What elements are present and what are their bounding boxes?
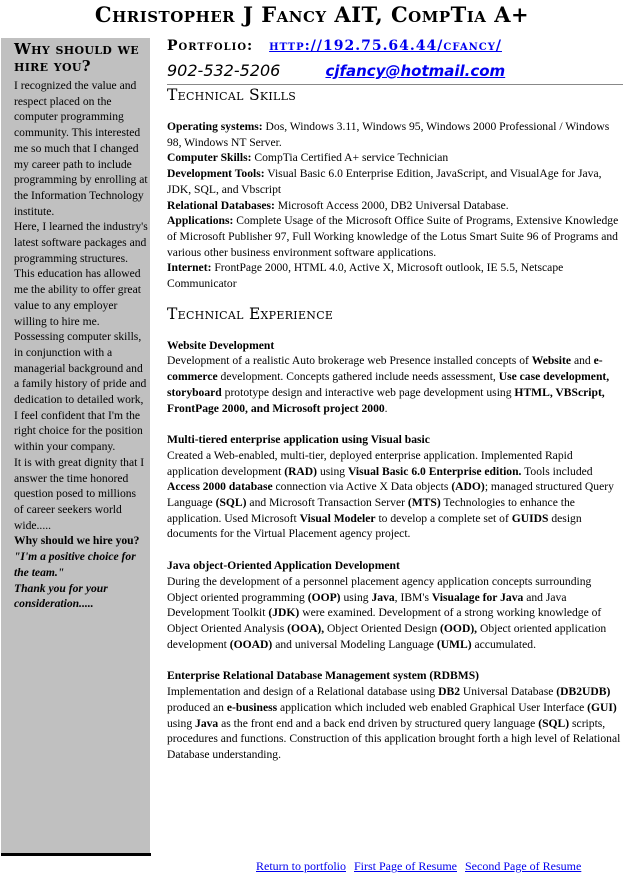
experience-heading: Technical Experience — [167, 304, 334, 323]
bold-run: (ADO) — [451, 480, 485, 494]
text-run: to develop a complete set of — [375, 511, 512, 525]
experience-item — [167, 432, 623, 542]
main-content — [167, 38, 623, 779]
text-run: During the development of a personnel placement agency application concepts surrounding Object oriented programming — [167, 574, 592, 604]
text-run: Object Oriented Design — [324, 621, 441, 635]
bold-run: (SQL) — [215, 496, 247, 510]
experience-title: Enterprise Relational Database Management system (RDBMS) — [167, 669, 480, 683]
phone-number: 902-532-5206 — [167, 61, 281, 80]
footer-links — [256, 859, 586, 874]
bold-run: Java — [371, 590, 395, 604]
skill-item — [167, 119, 623, 150]
experience-title: Website Development — [167, 338, 275, 352]
text-run: , IBM's — [394, 590, 432, 604]
skills-heading: Technical Skills — [167, 86, 297, 104]
bold-run: (GUI) — [587, 700, 617, 714]
return-to-portfolio-link[interactable]: Return to portfolio — [256, 859, 346, 873]
bold-run: Java — [195, 716, 219, 730]
text-run: . — [384, 401, 388, 415]
bold-run: e-commerce — [167, 354, 603, 384]
text-run: Tools included — [521, 464, 593, 478]
skill-text: FrontPage 2000, HTML 4.0, Active X, Microsoft outlook, IE 5.5, Netscape Communicator — [167, 261, 564, 291]
text-run: application which included web enabled Graphical User Interface — [277, 700, 588, 714]
bold-run: Access 2000 database — [167, 480, 273, 494]
text-run: using — [317, 464, 348, 478]
text-run: as the front end and a back end driven by structured query language — [218, 716, 539, 730]
sidebar-answer: "I'm a positive choice for the team." — [14, 550, 136, 579]
sidebar-title: Why should we hire you? — [14, 40, 139, 75]
experience-description — [167, 353, 623, 416]
bold-run: Visualage for Java — [431, 590, 524, 604]
text-run: using — [340, 590, 372, 604]
portfolio-link[interactable]: http://192.75.64.44/cfancy/ — [269, 38, 502, 54]
text-run: Universal Database — [460, 685, 557, 699]
bold-run: e-business — [226, 700, 278, 714]
text-run: accumulated. — [471, 637, 536, 651]
text-run: development. Concepts gathered include needs assessment, — [217, 370, 499, 384]
skill-label: Relational Databases: — [167, 198, 275, 212]
skill-item — [167, 198, 623, 214]
text-run: and — [571, 354, 594, 368]
bold-run: (OOP) — [307, 590, 341, 604]
bold-run: Visual Basic 6.0 Enterprise edition. — [347, 464, 522, 478]
bold-run: (RAD) — [284, 464, 318, 478]
text-run: design documents for the Virtual Placement agency project. — [167, 511, 582, 541]
sidebar-paragraph: It is with great dignity that I answer the time honored question posed to millions of career seekers world wide..... — [14, 455, 145, 532]
skill-label: Computer Skills: — [167, 151, 252, 165]
text-run: prototype design and interactive web page development using — [221, 385, 515, 399]
portfolio-label: Portfolio: — [167, 38, 254, 54]
text-run: Object oriented application development — [167, 621, 607, 651]
bold-run: Visual Modeler — [299, 511, 376, 525]
experience-title: Multi-tiered enterprise application using Visual basic — [167, 433, 430, 447]
sidebar-text — [14, 78, 148, 612]
text-run: scripts, procedures and functions. Construction of this application brought forth a high level of Relational Database understanding. — [167, 716, 621, 761]
bold-run: (OOAD) — [229, 637, 273, 651]
skill-text: CompTia Certified A+ service Technician — [251, 151, 449, 165]
text-run: produced an — [167, 700, 227, 714]
bold-run: (OOA), — [287, 621, 325, 635]
experience-description — [167, 574, 623, 653]
sidebar-divider — [1, 853, 151, 856]
bold-run: (OOD), — [440, 621, 478, 635]
skill-text: Microsoft Access 2000, DB2 Universal Database. — [274, 198, 509, 212]
sidebar — [1, 38, 150, 853]
experience-item — [167, 668, 623, 762]
text-run: Created a Web-enabled, multi-tier, deployed enterprise application. Implemented Rapid application development — [167, 448, 573, 478]
text-run: and universal Modeling Language — [272, 637, 437, 651]
experience-description — [167, 684, 623, 763]
text-run: were examined. Development of a strong working knowledge of Object Oriented Analysis — [167, 606, 602, 635]
skill-item — [167, 150, 623, 166]
contact-line — [167, 61, 623, 81]
sidebar-question: Why should we hire you? — [14, 534, 140, 548]
bold-run: (JDK) — [268, 606, 300, 620]
skill-item — [167, 260, 623, 291]
second-page-link[interactable]: Second Page of Resume — [465, 859, 582, 873]
bold-run: HTML, VBScript, FrontPage 2000, and Microsoft project 2000 — [167, 385, 605, 415]
text-run: and Java Development Toolkit — [167, 590, 567, 620]
experience-item — [167, 338, 623, 417]
bold-run: GUIDS — [511, 511, 549, 525]
text-run: Technologies to enhance the application. Used Microsoft — [167, 496, 575, 525]
text-run: Development of a realistic Auto brokerage web Presence installed concepts of — [167, 354, 532, 368]
experience-title: Java object-Oriented Application Development — [167, 559, 400, 573]
text-run: Implementation and design of a Relational database using — [167, 685, 439, 699]
first-page-link[interactable]: First Page of Resume — [354, 859, 457, 873]
sidebar-paragraph: Here, I learned the industry's latest software packages and programming structures. This education has allowed me the ability to offer great value to any employer willing to hire me. — [14, 220, 148, 328]
skill-label: Internet: — [167, 261, 212, 275]
skill-item — [167, 213, 623, 260]
bold-run: (MTS) — [407, 496, 441, 510]
skill-label: Development Tools: — [167, 167, 265, 181]
text-run: ; managed structured Query Language — [167, 480, 614, 510]
skill-label: Operating systems: — [167, 120, 263, 133]
bold-run: (UML) — [436, 637, 472, 651]
experience-list — [167, 338, 623, 763]
bold-run: (SQL) — [538, 716, 570, 730]
bold-run: Use case development, storyboard — [167, 370, 610, 399]
bold-run: (DB2UDB) — [556, 685, 611, 699]
page-title: Christopher J Fancy AIT, CompTia A+ — [94, 2, 530, 27]
experience-description — [167, 448, 623, 542]
sidebar-paragraph: I recognized the value and respect placed on the computer programming community. This interested me so much that I changed my career path to include programming by enrolling at the Information Technology institute. — [14, 79, 148, 218]
text-run: connection via Active X Data objects — [272, 480, 452, 494]
skill-item — [167, 166, 623, 197]
experience-item — [167, 558, 623, 652]
sidebar-paragraph: Possessing computer skills, in conjunction with a managerial background and a family history of pride and dedication to detailed work, I feel confident that I'm the right choice for the position within your company. — [14, 330, 147, 454]
skill-text: Dos, Windows 3.11, Windows 95, Windows 2000 Professional / Windows 98, Windows NT Server. — [167, 120, 610, 149]
skill-label: Applications: — [167, 214, 234, 228]
skill-text: Complete Usage of the Microsoft Office Suite of Programs, Extensive Knowledge of Microsoft Publisher 97, Full Working knowledge of the Lotus Smart Suite 96 of Programs and various other business environment software applications. — [167, 214, 619, 259]
bold-run: DB2 — [438, 685, 460, 699]
text-run: and Microsoft Transaction Server — [246, 496, 408, 510]
skill-text: Visual Basic 6.0 Enterprise Edition, JavaScript, and VisualAge for Java, JDK, SQL, and Vbscript — [167, 167, 602, 196]
header-rule — [167, 84, 623, 85]
text-run: using — [167, 716, 196, 730]
skills-list — [167, 119, 623, 292]
email-link[interactable]: cjfancy@hotmail.com — [325, 62, 506, 80]
sidebar-thanks: Thank you for your consideration..... — [14, 581, 108, 611]
portfolio-line — [167, 38, 623, 58]
bold-run: Website — [531, 354, 572, 368]
